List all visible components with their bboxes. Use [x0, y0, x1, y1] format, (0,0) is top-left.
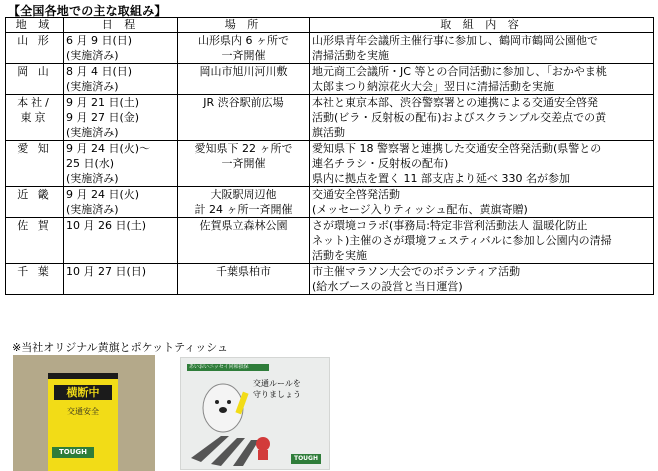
place-cell: [178, 187, 310, 218]
place-cell-line: 山形県内 6 ヶ所で: [198, 34, 289, 47]
detail-cell-line: 市主催マラソン大会でのボランティア活動: [312, 265, 521, 278]
place-cell-line: 愛知県下 22 ヶ所で: [194, 142, 293, 155]
place-cell-line: 佐賀県立森林公園: [199, 219, 288, 232]
date-cell: [64, 187, 178, 218]
detail-cell-line: ネット)主催のさが環境フェスティバルに参加し公園内の清掃: [312, 234, 612, 247]
detail-cell-line: さが環境コラボ(事務局:特定非営利活動法人 温暖化防止: [312, 219, 588, 232]
header-detail: 取 組 内 容: [310, 18, 654, 33]
place-cell-line: JR 渋谷駅前広場: [203, 96, 284, 109]
detail-cell: [310, 218, 654, 264]
date-cell-line: 9 月 21 日(土): [66, 96, 140, 109]
table-row: [6, 218, 654, 264]
detail-cell-line: 清掃活動を実施: [312, 49, 389, 62]
area-cell-line: 岡 山: [17, 65, 52, 78]
date-cell-line: 10 月 26 日(土): [66, 219, 147, 232]
date-cell-line: 25 日(水): [66, 157, 115, 170]
tough-logo: TOUGH: [52, 447, 94, 458]
date-cell-line: (実施済み): [66, 203, 119, 216]
child-icon: [256, 437, 270, 451]
section-title: 【全国各地での主な取組み】: [8, 4, 167, 18]
area-cell: [6, 95, 64, 141]
pocket-tissue-photo: [180, 357, 330, 470]
activities-table: [5, 17, 654, 295]
area-cell-line: 東京: [20, 111, 49, 124]
date-cell: [64, 141, 178, 187]
detail-cell: [310, 141, 654, 187]
place-cell: [178, 95, 310, 141]
flag-top-stripe: [48, 373, 118, 379]
table-header-row: [6, 18, 654, 33]
area-cell-line: 本社/: [17, 96, 52, 109]
area-cell: [6, 141, 64, 187]
crosswalk-stripes: [191, 436, 259, 466]
table-row: [6, 187, 654, 218]
area-cell-line: 山 形: [17, 34, 52, 47]
bear-crosswalk-illustration: [181, 358, 329, 469]
detail-cell: [310, 33, 654, 64]
area-cell: [6, 33, 64, 64]
place-cell-line: 大阪駅周辺他: [210, 188, 277, 201]
place-cell-line: 千葉県柏市: [216, 265, 271, 278]
table-row: [6, 33, 654, 64]
detail-cell: [310, 264, 654, 295]
detail-cell-line: 交通安全啓発活動: [312, 188, 400, 201]
detail-cell-line: 県内に拠点を置く 11 部支店より延べ 330 名が参加: [312, 172, 570, 185]
flag-subtext: 交通安全: [67, 407, 99, 416]
detail-cell-line: 地元商工会議所・JC 等との合同活動に参加し、「おかやま桃: [312, 65, 607, 78]
tissue-message: 交通ルールを 守りましょう: [253, 379, 301, 399]
detail-cell-line: 旗活動: [312, 126, 345, 139]
area-cell-line: 佐 賀: [17, 219, 52, 232]
tough-logo: TOUGH: [291, 454, 321, 464]
date-cell: [64, 64, 178, 95]
date-cell-line: 6 月 9 日(日): [66, 34, 133, 47]
place-cell: [178, 264, 310, 295]
date-cell-line: 10 月 27 日(日): [66, 265, 147, 278]
area-cell: [6, 218, 64, 264]
place-cell-line: 一斉開催: [221, 49, 266, 62]
detail-cell-line: 連名チラシ・反射板の配布): [312, 157, 449, 170]
place-cell: [178, 64, 310, 95]
date-cell-line: 9 月 27 日(金): [66, 111, 140, 124]
place-cell: [178, 33, 310, 64]
area-cell-line: 近 畿: [17, 188, 52, 201]
detail-cell-line: 愛知県下 18 警察署と連携した交通安全啓発活動(県警との: [312, 142, 602, 155]
place-cell: [178, 218, 310, 264]
detail-cell-line: 本社と東京本部、渋谷警察署との連携による交通安全啓発: [312, 96, 598, 109]
date-cell-line: (実施済み): [66, 172, 119, 185]
date-cell-line: (実施済み): [66, 126, 119, 139]
detail-cell: [310, 187, 654, 218]
area-cell-line: 愛 知: [17, 142, 52, 155]
place-cell-line: 計 24 ヶ所一斉開催: [194, 203, 293, 216]
header-area: 地 域: [6, 18, 64, 33]
photo-caption: ※当社オリジナル黄旗とポケットティッシュ: [12, 341, 229, 354]
detail-cell: [310, 95, 654, 141]
date-cell-line: (実施済み): [66, 80, 119, 93]
area-cell: [6, 187, 64, 218]
date-cell-line: (実施済み): [66, 49, 119, 62]
place-cell-line: 一斉開催: [221, 157, 266, 170]
area-cell: [6, 64, 64, 95]
date-cell: [64, 218, 178, 264]
place-cell: [178, 141, 310, 187]
header-place: 場 所: [178, 18, 310, 33]
table-row: [6, 95, 654, 141]
detail-cell-line: 太郎まつり納涼花火大会」翌日に清掃活動を実施: [312, 80, 554, 93]
yellow-flag-photo: [13, 355, 155, 471]
date-cell: [64, 264, 178, 295]
date-cell-line: 8 月 4 日(日): [66, 65, 133, 78]
date-cell-line: 9 月 24 日(火)～: [66, 142, 151, 155]
date-cell: [64, 95, 178, 141]
table-row: [6, 64, 654, 95]
flag-banner-text: 横断中: [54, 385, 112, 400]
date-cell-line: 9 月 24 日(火): [66, 188, 140, 201]
detail-cell-line: (メッセージ入りティッシュ配布、黄旗寄贈): [312, 203, 528, 216]
header-date: 日 程: [64, 18, 178, 33]
detail-cell-line: (給水ブースの設営と当日運営): [312, 280, 463, 293]
place-cell-line: 岡山市旭川河川敷: [199, 65, 288, 78]
table-row: [6, 141, 654, 187]
area-cell: [6, 264, 64, 295]
detail-cell-line: 活動を実施: [312, 249, 367, 262]
detail-cell: [310, 64, 654, 95]
date-cell: [64, 33, 178, 64]
company-logo-bar: あいおいニッセイ同和損保: [187, 364, 269, 371]
yellow-flag: [48, 373, 118, 471]
detail-cell-line: 山形県青年会議所主催行事に参加し、鶴岡市鶴岡公園他で: [312, 34, 598, 47]
area-cell-line: 千 葉: [17, 265, 52, 278]
table-row: [6, 264, 654, 295]
detail-cell-line: 活動(ビラ・反射板の配布)およびスクランブル交差点での黄: [312, 111, 607, 124]
